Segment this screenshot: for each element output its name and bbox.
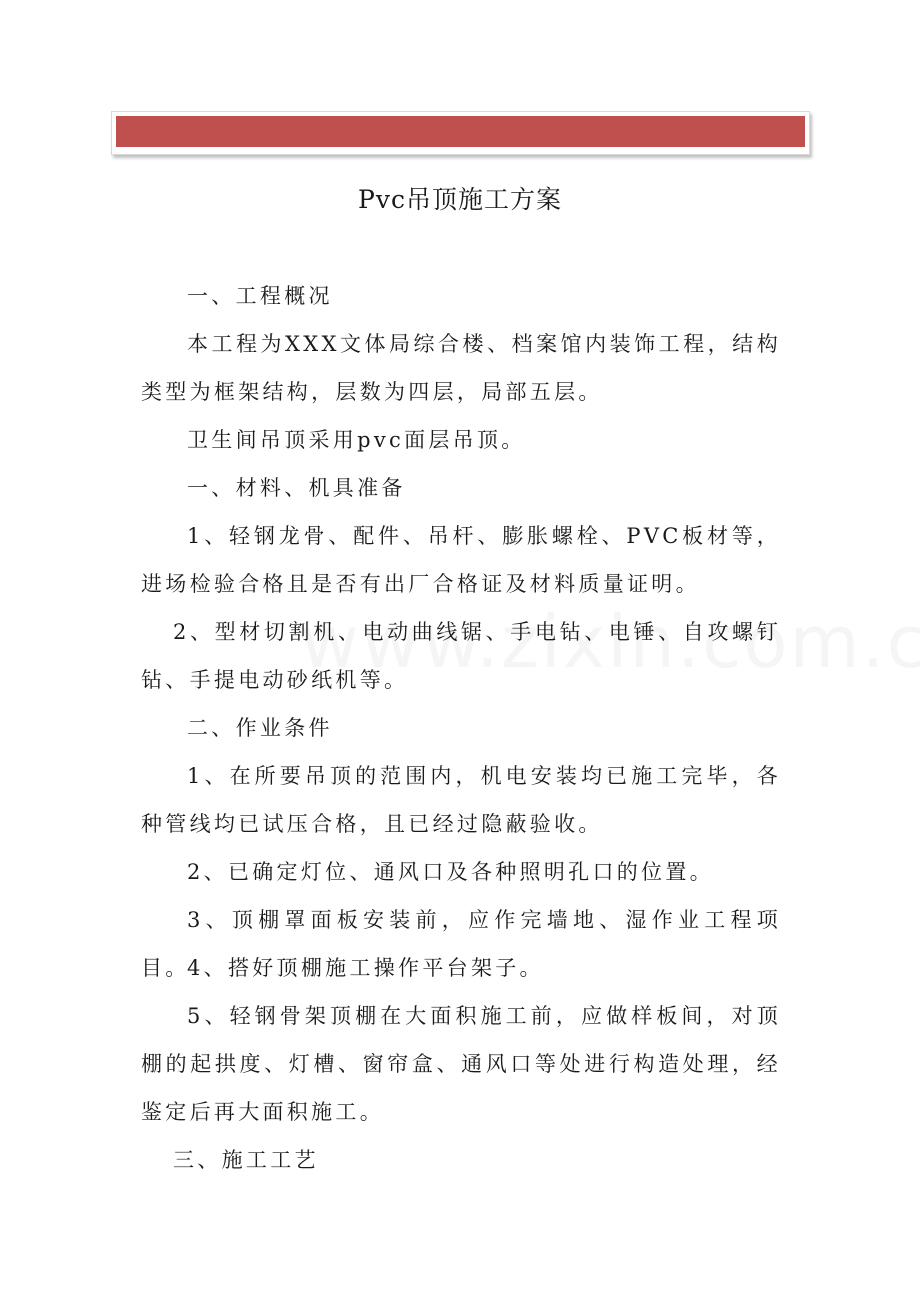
header-banner [111, 111, 810, 155]
paragraph-condition-2: 2、已确定灯位、通风口及各种照明孔口的位置。 [187, 860, 714, 884]
section-heading-conditions: 二、作业条件 [187, 716, 333, 740]
paragraph-condition-3: 3、顶棚罩面板安装前，应作完墙地、湿作业工程项目。 [141, 908, 781, 980]
section-heading-overview: 一、工程概况 [187, 284, 333, 308]
paragraph-project-overview: 本工程为XXX文体局综合楼、档案馆内装饰工程，结构类型为框架结构，层数为四层，局部五层。 [141, 332, 781, 404]
paragraph-materials-1: 1、轻钢龙骨、配件、吊杆、膨胀螺栓、PVC板材等，进场检验合格且是否有出厂合格证及材料质量证明。 [141, 524, 781, 596]
header-banner-fill [116, 116, 805, 147]
paragraph-toilet-ceiling: 卫生间吊顶采用pvc面层吊顶。 [187, 428, 526, 452]
paragraph-condition-4: 4、搭好顶棚施工操作平台架子。 [187, 956, 544, 980]
paragraph-condition-5: 5、轻钢骨架顶棚在大面积施工前，应做样板间，对顶棚的起拱度、灯槽、窗帘盒、通风口等处进行构造处理，经鉴定后再大面积施工。 [141, 1004, 781, 1124]
document-title: Pvc吊顶施工方案 [358, 185, 562, 214]
paragraph-condition-1: 1、在所要吊顶的范围内，机电安装均已施工完毕，各种管线均已试压合格，且已经过隐蔽验收。 [141, 764, 781, 836]
section-heading-process: 三、施工工艺 [173, 1148, 319, 1172]
paragraph-tools-2: 2、型材切割机、电动曲线锯、手电钻、电锤、自攻螺钉钻、手提电动砂纸机等。 [141, 620, 781, 692]
section-heading-materials: 一、材料、机具准备 [187, 476, 406, 500]
